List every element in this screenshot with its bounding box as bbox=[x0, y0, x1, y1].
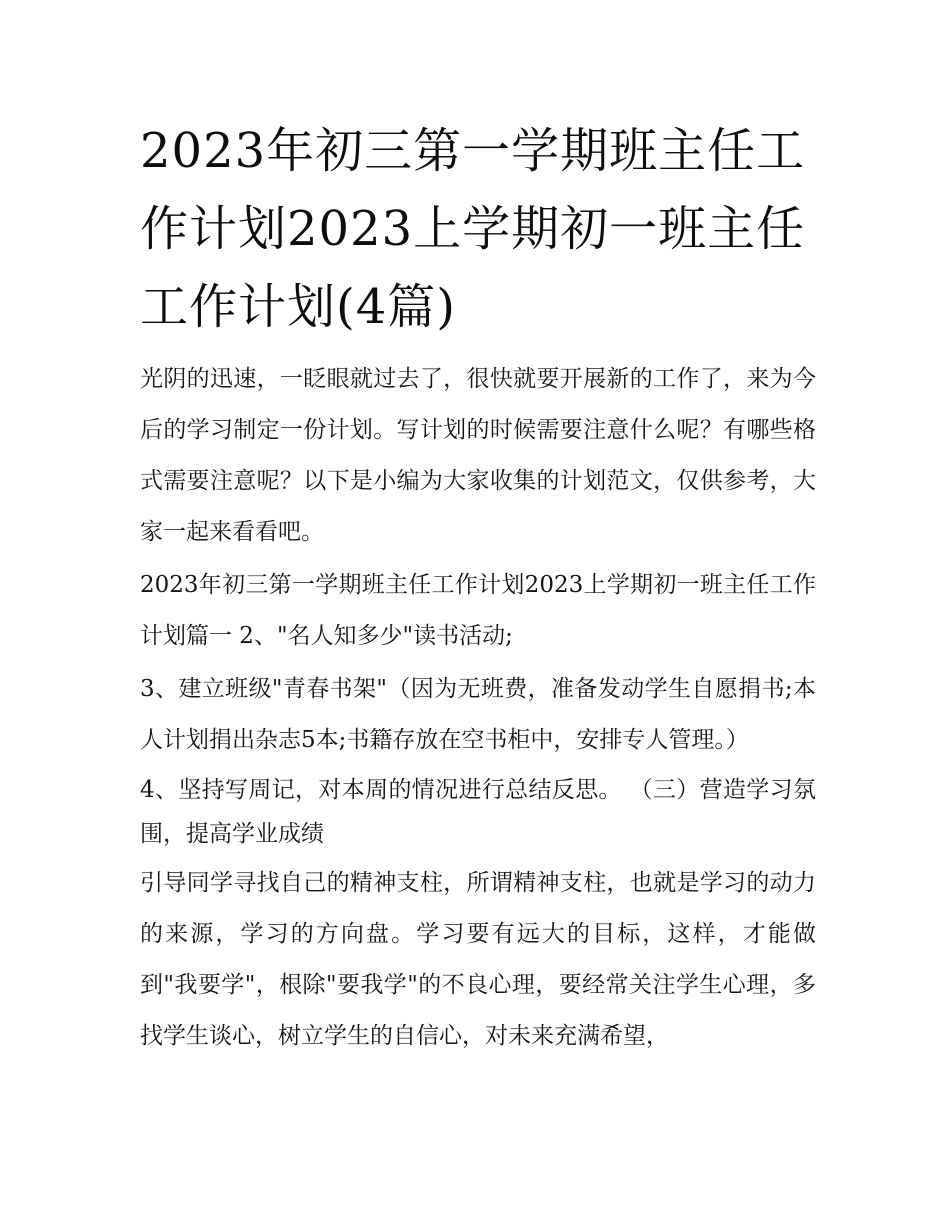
paragraph-intro: 光阴的迅速，一眨眼就过去了，很快就要开展新的工作了，来为今后的学习制定一份计划。写计划的时候需要注意什么呢？有哪些格式需要注意呢？以下是小编为大家收集的计划范文，仅供参考，大家一起来看看吧。 bbox=[140, 366, 816, 545]
document-body bbox=[140, 354, 816, 1064]
document-title: 2023年初三第一学期班主任工作计划2023上学期初一班主任工作计划(4篇) bbox=[140, 123, 806, 335]
paragraph-guidance: 引导同学寻找自己的精神支柱，所谓精神支柱，也就是学习的动力的来源，学习的方向盘。学习要有远大的目标，这样，才能做到"我要学"，根除"要我学"的不良心理，要经常关注学生心理，多找学生谈心，树立学生的自信心，对未来充满希望， bbox=[140, 870, 816, 1049]
paragraph-plan-heading: 2023年初三第一学期班主任工作计划2023上学期初一班主任工作计划篇一 2、"名人知多少"读书活动; bbox=[140, 572, 816, 649]
paragraph-item-4: 4、坚持写周记，对本周的情况进行总结反思。 （三）营造学习氛围，提高学业成绩 bbox=[140, 777, 816, 847]
paragraph-item-3: 3、建立班级"青春书架"（因为无班费，准备发动学生自愿捐书;本人计划捐出杂志5本;书籍存放在空书柜中，安排专人管理。） bbox=[140, 676, 816, 753]
